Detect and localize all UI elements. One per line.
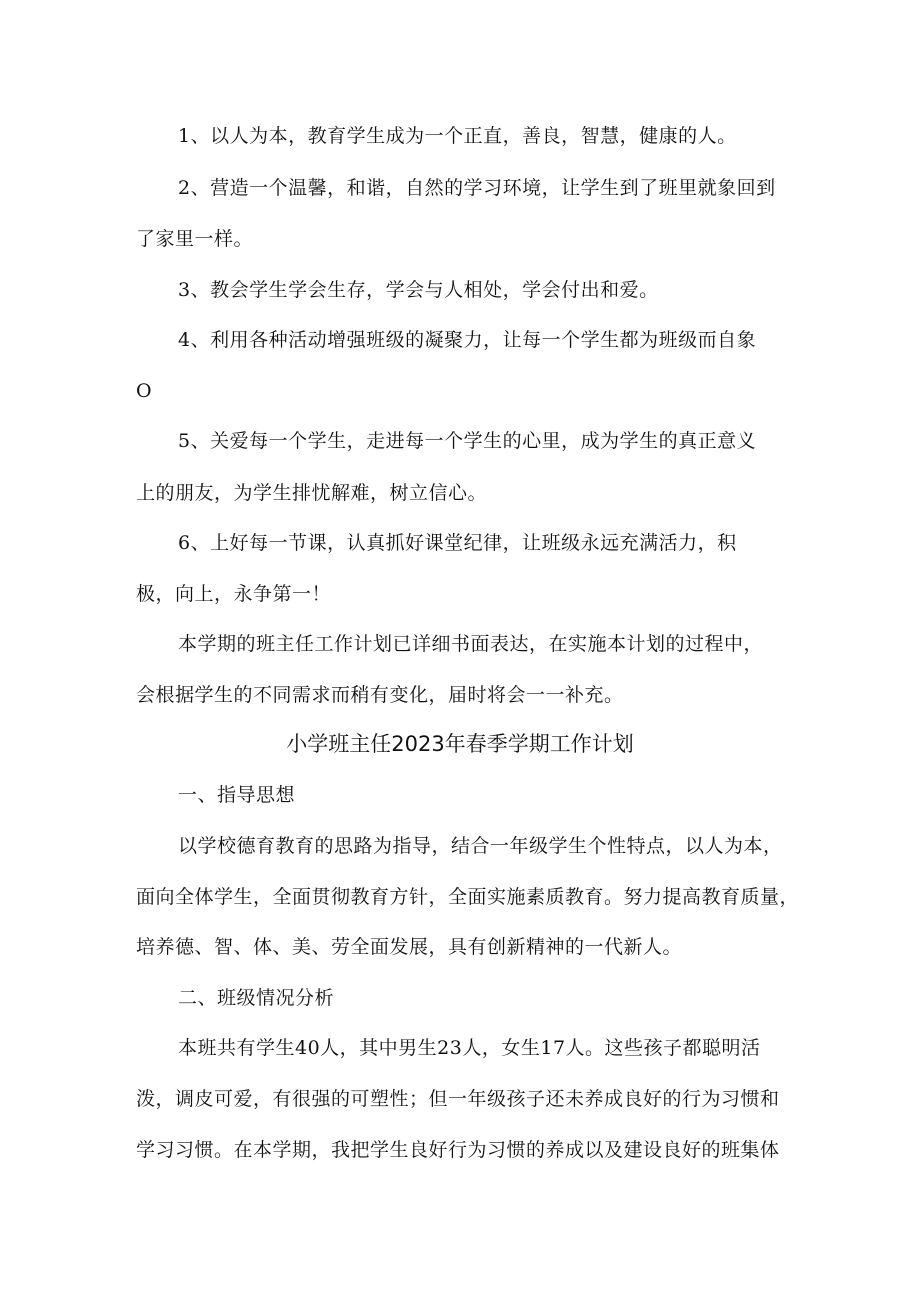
list-item-2: 2、营造一个温馨，和谐，自然的学习环境，让学生到了班里就象回到 (178, 177, 776, 199)
list-item-3: 3、教会学生学会生存，学会与人相处，学会付出和爱。 (178, 279, 659, 301)
section2-heading: 二、班级情况分析 (178, 987, 335, 1009)
list-item-6-cont: 极，向上，永争第一！ (136, 583, 332, 605)
closing-paragraph-line-1: 本学期的班主任工作计划已详细书面表达，在实施本计划的过程中， (178, 633, 764, 655)
list-item-6: 6、上好每一节课，认真抓好课堂纪律，让班级永远充满活力，积 (178, 532, 737, 554)
section2-line-3: 学习习惯。在本学期，我把学生良好行为习惯的养成以及建设良好的班集体 (136, 1139, 780, 1161)
list-item-4: 4、利用各种活动增强班级的凝聚力，让每一个学生都为班级而自象 (178, 329, 757, 351)
list-item-2-cont: 了家里一样。 (136, 228, 254, 250)
section1-line-2: 面向全体学生，全面贯彻教育方针，全面实施素质教育。努力提高教育质量， (136, 886, 800, 908)
closing-paragraph-line-2: 会根据学生的不同需求而稍有变化，届时将会一一补充。 (136, 684, 624, 706)
section2-line-2: 泼，调皮可爱，有很强的可塑性；但一年级孩子还未养成良好的行为习惯和 (136, 1088, 780, 1110)
section1-line-1: 以学校德育教育的思路为指导，结合一年级学生个性特点，以人为本， (178, 835, 783, 857)
section2-line-1: 本班共有学生40人，其中男生23人，女生17人。这些孩子都聪明活 (178, 1037, 761, 1059)
list-item-5-cont: 上的朋友，为学生排忧解难，树立信心。 (136, 482, 488, 504)
document-title: 小学班主任2023年春季学期工作计划 (286, 732, 634, 756)
section1-heading: 一、指导思想 (178, 784, 296, 806)
list-item-1: 1、以人为本，教育学生成为一个正直，善良，智慧，健康的人。 (178, 125, 737, 147)
section1-line-3: 培养德、智、体、美、劳全面发展，具有创新精神的一代新人。 (136, 936, 683, 958)
list-item-4-cont: O (136, 380, 153, 402)
list-item-5: 5、关爱每一个学生，走进每一个学生的心里，成为学生的真正意义 (178, 430, 757, 452)
